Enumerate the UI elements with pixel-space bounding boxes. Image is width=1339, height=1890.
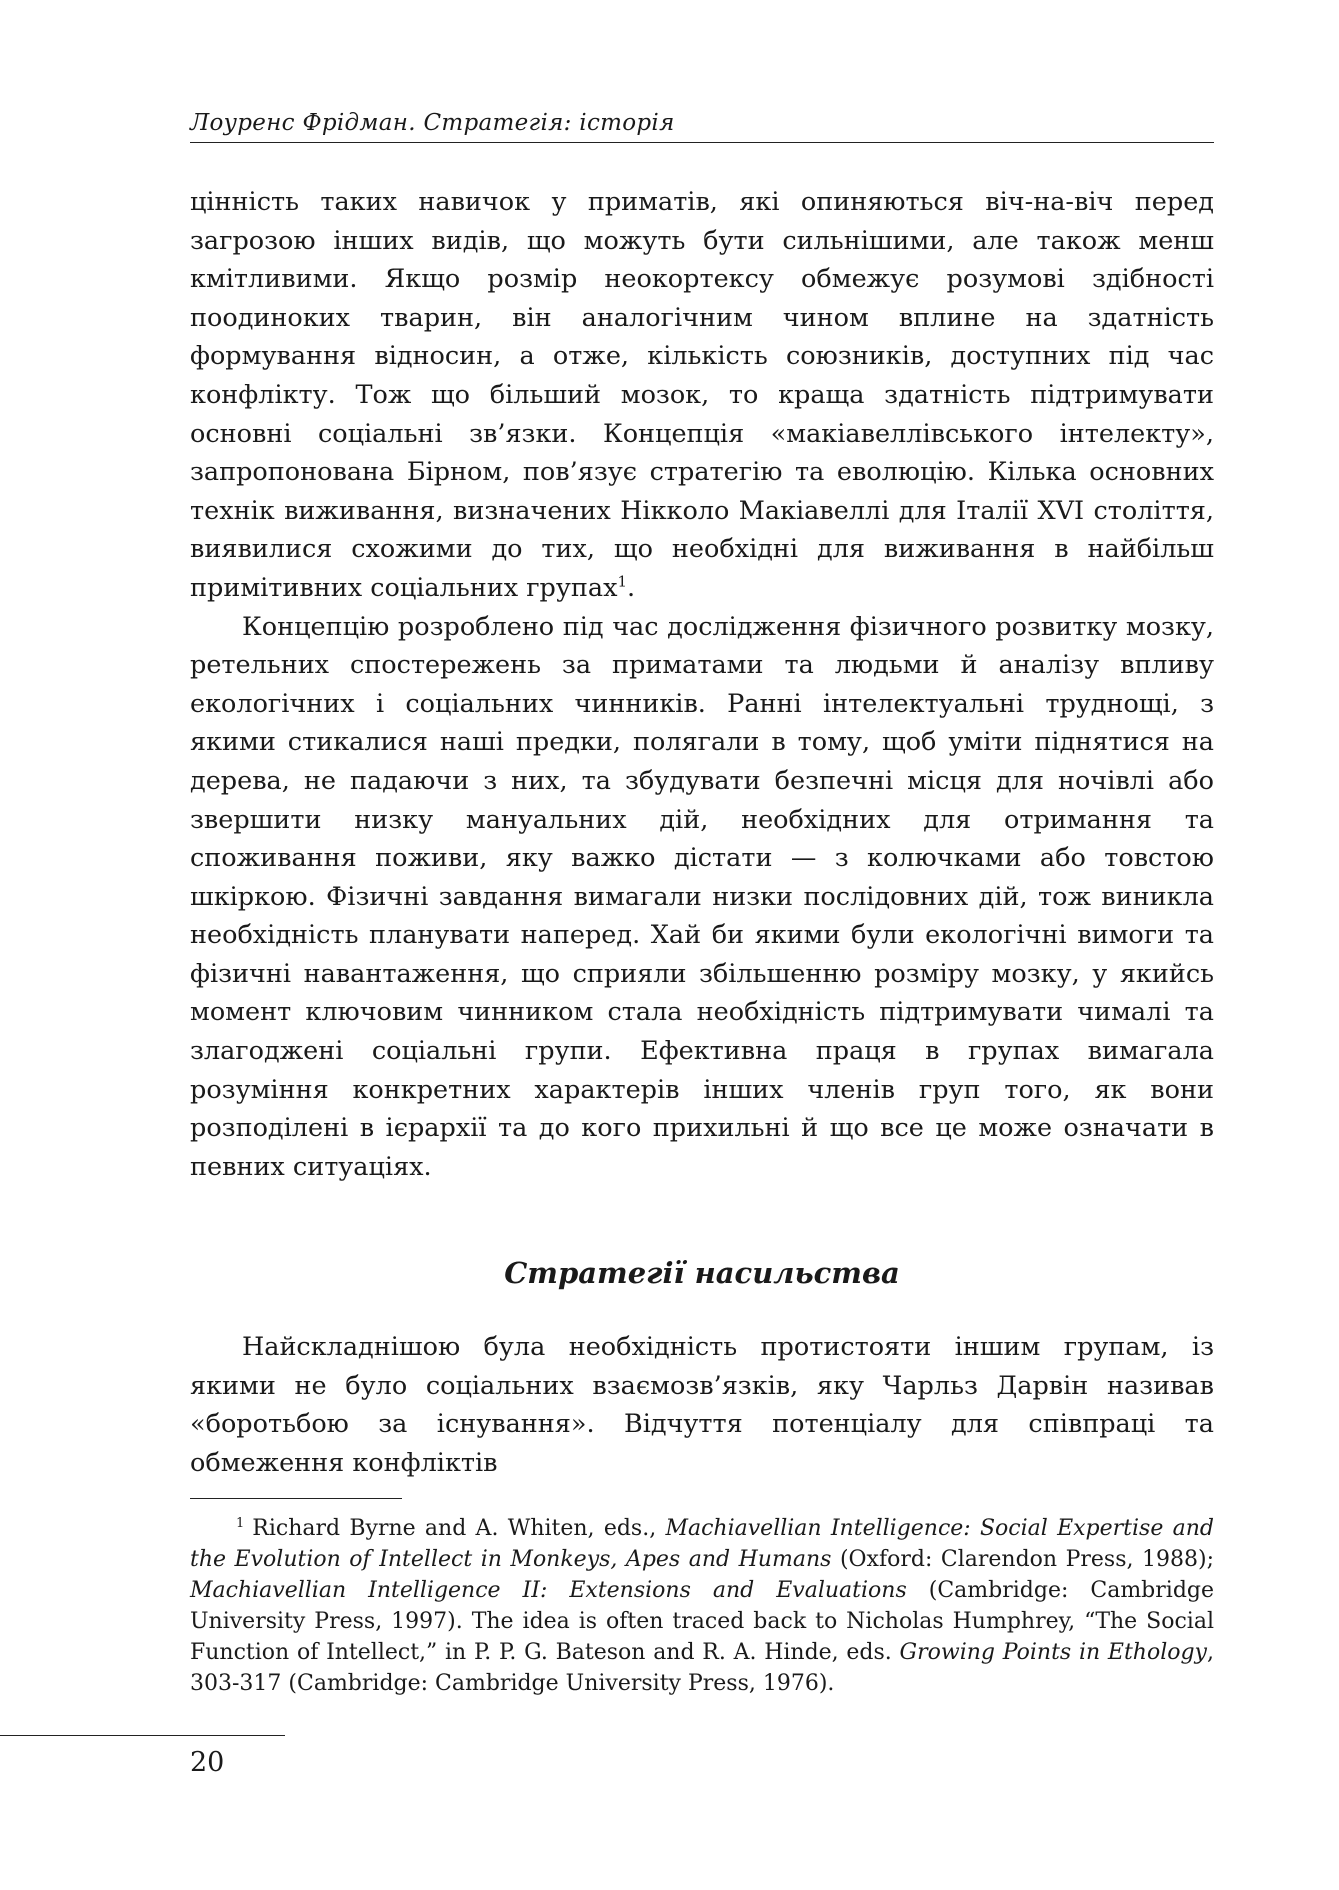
page-number-rule — [0, 1735, 285, 1736]
paragraph-1 — [190, 183, 1214, 608]
footnote-text-1: Richard Byrne and A. Whiten, eds., — [252, 1516, 666, 1541]
footnote-text-3: (Cambridge: Cambridge University Press, 1997). The idea is often traced back to Nicholas Humphrey, “The Social Function of Intellect,” in P. P. G. Bateson and R. A. Hinde, eds. — [190, 1578, 1214, 1665]
main-text — [190, 183, 1214, 1186]
paragraph-1-end: . — [627, 572, 636, 603]
footnote-title-2: Machiavellian Intelligence II: Extensions and Evaluations — [190, 1578, 907, 1603]
footnote-title-1: Machiavellian Intelligence: Social Expertise and the Evolution of Intellect in Monkeys, Apes and Humans — [190, 1516, 1214, 1572]
footnote-text-2: (Oxford: Clarendon Press, 1988); — [831, 1547, 1215, 1572]
main-text-continued — [190, 1328, 1214, 1482]
paragraph-3: Найскладнішою була необхідність протистояти іншим групам, із якими не було соціальних взаємозв’язків, яку Чарльз Дарвін називав «боротьбою за існування». Відчуття потенціалу для співпраці та обмеження конфліктів — [190, 1332, 1214, 1478]
running-head: Лоуренс Фрідман. Стратегія: історія — [190, 108, 1214, 143]
footnote-title-3: Growing Points in Ethology — [899, 1640, 1207, 1665]
section-heading: Стратегії насильства — [504, 1256, 900, 1290]
footnote-number: 1 — [236, 1515, 245, 1531]
paragraph-1-text: цінність таких навичок у приматів, які опиняються віч-на-віч перед загрозою інших видів, що можуть бути сильнішими, але також менш кмітливими. Якщо розмір неокортексу обмежує розумові здібності поодиноких тварин, він аналогічним чином вплине на здатність формування відносин, а отже, кількість союзників, доступних під час конфлікту. Тож що більший мозок, то краща здатність підтримувати основні соціальні зв’язки. Концепція «макіавеллівського інтелекту», запропонована Бірном, пов’язує стратегію та еволюцію. Кілька основних технік виживання, визначених Нікколо Макіавеллі для Італії XVI століття, виявилися схожими до тих, що необхідні для виживання в найбільш примітивних соціальних групах — [190, 187, 1214, 603]
footnote-reference[interactable]: 1 — [617, 572, 628, 591]
footnote — [190, 1513, 1214, 1699]
paragraph-2: Концепцію розроблено під час дослідження фізичного розвитку мозку, ретельних спостережень за приматами та людьми й аналізу впливу екологічних і соціальних чинників. Ранні інтелектуальні труднощі, з якими стикалися наші предки, полягали в тому, щоб уміти піднятися на дерева, не падаючи з них, та збудувати безпечні місця для ночівлі або звершити низку мануальних дій, необхідних для отримання та споживання поживи, яку важко дістати — з колючками або товстою шкіркою. Фізичні завдання вимагали низки послідовних дій, тож виникла необхідність планувати наперед. Хай би якими були екологічні вимоги та фізичні навантаження, що сприяли збільшенню розміру мозку, у якийсь момент ключовим чинником стала необхідність підтримувати чималі та злагоджені соціальні групи. Ефективна праця в групах вимагала розуміння конкретних характерів інших членів груп того, як вони розподілені в ієрархії та до кого прихильні й що все це може означати в певних ситуаціях. — [190, 611, 1214, 1182]
footnote-separator — [190, 1498, 402, 1499]
page-number: 20 — [190, 1747, 225, 1778]
footnote-text-4: , 303-317 (Cambridge: Cambridge University Press, 1976). — [190, 1640, 1214, 1696]
